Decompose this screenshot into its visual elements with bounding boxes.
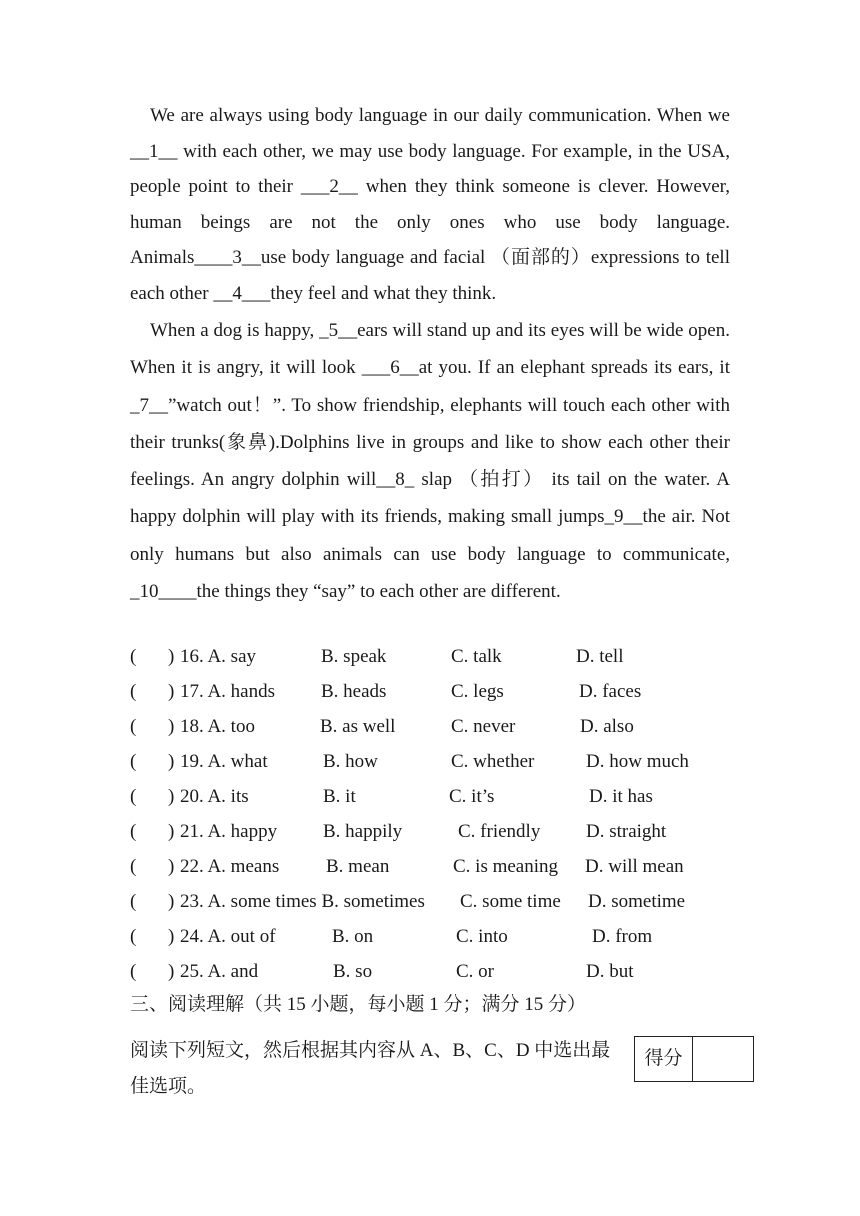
answer-paren-close: ): [168, 786, 175, 807]
option-b: B. so: [333, 961, 373, 982]
answer-paren-close: ): [168, 821, 175, 842]
option-c: C. legs: [451, 681, 504, 702]
answer-paren-open: (: [130, 856, 137, 877]
option-d: D. faces: [579, 681, 642, 702]
option-d: D. from: [592, 926, 653, 947]
option-c: C. whether: [451, 751, 535, 772]
option-d: D. but: [586, 961, 634, 982]
option-c: C. some time: [460, 891, 561, 912]
answer-paren-open: (: [130, 716, 137, 737]
answer-paren-open: (: [130, 961, 137, 982]
option-a: 16. A. say: [180, 646, 256, 667]
question-row: [130, 817, 730, 847]
answer-paren-open: (: [130, 646, 137, 667]
option-a: 22. A. means: [180, 856, 280, 877]
option-b: B. as well: [320, 716, 396, 737]
option-b: B. on: [332, 926, 374, 947]
option-b: B. mean: [326, 856, 390, 877]
question-row: [130, 782, 730, 812]
option-d: D. will mean: [585, 856, 684, 877]
answer-paren-close: ): [168, 891, 175, 912]
question-row: [130, 677, 730, 707]
option-d: D. also: [580, 716, 634, 737]
section-title: 三、阅读理解（共 15 小题，每小题 1 分；满分 15 分）: [130, 994, 587, 1015]
option-c: C. it’s: [449, 786, 495, 807]
question-row: [130, 922, 730, 952]
option-d: D. sometime: [588, 891, 686, 912]
score-value-cell[interactable]: [693, 1037, 753, 1081]
answer-paren-open: (: [130, 821, 137, 842]
option-b: B. it: [323, 786, 356, 807]
option-a: 23. A. some times B. sometimes: [180, 891, 425, 912]
score-box: [634, 1036, 754, 1082]
passage-paragraph-2: When a dog is happy, _5__ears will stand up and its eyes will be wide open. When it is angry, it will look ___6__at you. If an elephant spreads its ears, it _7__”watch out！”. To show friendship, elephants will touch each other with their trunks(象鼻).Dolphins live in groups and like to show each other their feelings. An angry dolphin will__8_ slap （拍打） its tail on the water. A happy dolphin will play with its friends, making small jumps_9__the air. Not only humans but also animals can use body language to communicate, _10____the things they “say” to each other are different.: [130, 320, 730, 603]
option-a: 18. A. too: [180, 716, 255, 737]
option-c: C. or: [456, 961, 494, 982]
question-row: [130, 957, 730, 987]
score-label: 得分: [635, 1037, 693, 1081]
question-row: [130, 712, 730, 742]
answer-paren-open: (: [130, 926, 137, 947]
answer-paren-open: (: [130, 681, 137, 702]
question-row: [130, 852, 730, 882]
option-b: B. happily: [323, 821, 403, 842]
answer-paren-close: ): [168, 856, 175, 877]
answer-paren-close: ): [168, 716, 175, 737]
option-c: C. talk: [451, 646, 502, 667]
answer-paren-close: ): [168, 751, 175, 772]
option-b: B. how: [323, 751, 378, 772]
question-row: [130, 887, 730, 917]
option-a: 17. A. hands: [180, 681, 275, 702]
option-c: C. into: [456, 926, 508, 947]
section-instruction: 阅读下列短文，然后根据其内容从 A、B、C、D 中选出最佳选项。: [130, 1040, 611, 1097]
option-b: B. heads: [321, 681, 387, 702]
option-a: 25. A. and: [180, 961, 259, 982]
answer-paren-close: ): [168, 681, 175, 702]
option-d: D. how much: [586, 751, 689, 772]
answer-paren-open: (: [130, 891, 137, 912]
answer-paren-close: ): [168, 646, 175, 667]
option-a: 20. A. its: [180, 786, 249, 807]
option-a: 24. A. out of: [180, 926, 276, 947]
answer-paren-close: ): [168, 926, 175, 947]
passage-paragraph-1: We are always using body language in our daily communication. When we __1__ with each other, we may use body language. For example, in the USA, people point to their ___2__ when they think someone is clever. However, human beings are not the only ones who use body language. Animals____3__use body language and facial （面部的）expressions to tell each other __4___they feel and what they think.: [130, 105, 730, 304]
option-a: 21. A. happy: [180, 821, 278, 842]
option-d: D. tell: [576, 646, 624, 667]
question-row: [130, 642, 730, 672]
option-c: C. never: [451, 716, 516, 737]
answer-paren-open: (: [130, 751, 137, 772]
option-a: 19. A. what: [180, 751, 268, 772]
option-d: D. straight: [586, 821, 667, 842]
option-d: D. it has: [589, 786, 653, 807]
answer-paren-open: (: [130, 786, 137, 807]
question-row: [130, 747, 730, 777]
answer-paren-close: ): [168, 961, 175, 982]
option-b: B. speak: [321, 646, 387, 667]
option-c: C. is meaning: [453, 856, 559, 877]
option-c: C. friendly: [458, 821, 541, 842]
